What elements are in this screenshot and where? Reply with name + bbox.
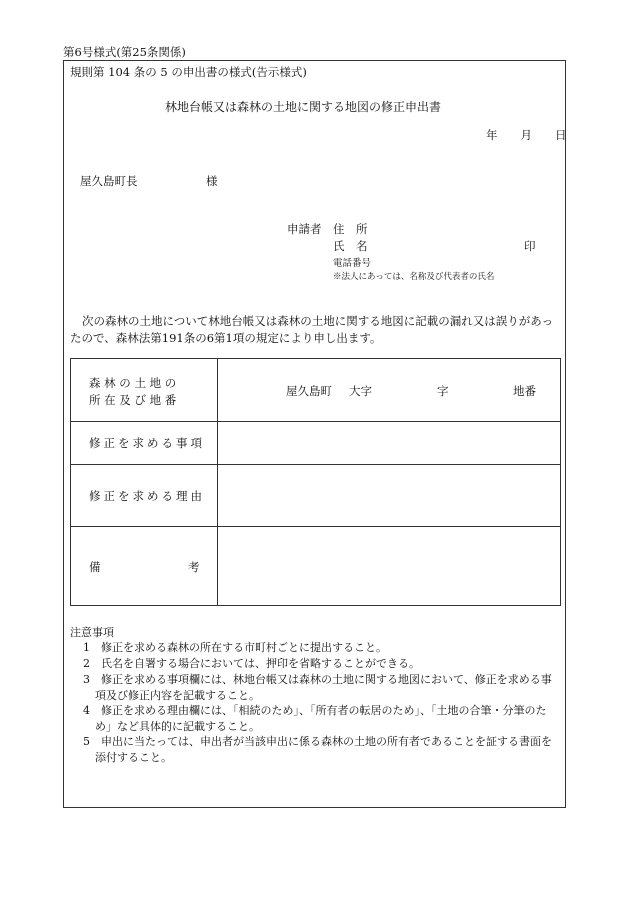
seal-mark: 印 — [524, 239, 536, 253]
note-number: 5 — [83, 735, 90, 748]
note-number: 2 — [83, 657, 90, 670]
location-chiban: 地番 — [513, 384, 536, 398]
correction-reason-label: 修正を求める理由 — [89, 489, 205, 503]
address-label: 住 所 — [333, 222, 368, 236]
note-item — [83, 703, 561, 734]
note-item — [83, 656, 561, 672]
note-number: 4 — [83, 704, 90, 717]
form-subtitle: 規則第 104 条の 5 の申出書の様式(告示様式) — [70, 65, 307, 79]
table-row-divider — [71, 421, 560, 422]
form-number: 第6号様式(第25条関係) — [63, 45, 186, 59]
name-label: 氏 名 — [333, 239, 368, 253]
phone-label: 電話番号 — [333, 258, 372, 269]
table-row-divider — [71, 464, 560, 465]
correction-item-label: 修正を求める事項 — [89, 436, 205, 450]
note-text: 修正を求める事項欄には、林地台帳又は森林の土地に関する地図において、修正を求める事項及び修正内容を記載すること。 — [95, 673, 552, 702]
correction-table — [70, 358, 561, 606]
note-text: 氏名を自署する場合においては、押印を省略することができる。 — [101, 657, 420, 670]
note-item — [83, 672, 561, 703]
addressee-name: 屋久島町長 — [80, 174, 138, 188]
location-label-line1: 森 林 の 土 地 の — [89, 376, 177, 390]
note-text: 修正を求める理由欄には、「相続のため」、「所有者の転居のため」、「土地の合筆・分筆のため」など具体的に記載すること。 — [95, 704, 547, 733]
table-row-divider — [71, 526, 560, 527]
remarks-label-left: 備 — [89, 560, 101, 574]
location-town: 屋久島町 — [286, 384, 332, 398]
note-item — [83, 640, 561, 656]
corporation-note: ※法人にあっては、名称及び代表者の氏名 — [333, 272, 495, 282]
note-item — [83, 734, 561, 765]
remarks-label-right: 考 — [188, 560, 200, 574]
location-label-line2: 所 在 及 び 地 番 — [89, 393, 177, 407]
body-text: 次の森林の土地について林地台帳又は森林の土地に関する地図に記載の漏れ又は誤りがあったので、森林法第191条の6第1項の規定により申し出ます。 — [70, 314, 554, 345]
location-aza: 字 — [437, 384, 449, 398]
date-line: 年 月 日 — [486, 128, 567, 142]
table-divider — [217, 359, 218, 605]
form-title: 林地台帳又は森林の土地に関する地図の修正申出書 — [165, 100, 442, 114]
note-number: 3 — [83, 673, 90, 686]
note-text: 申出に当たっては、申出者が当該申出に係る森林の土地の所有者であることを証する書面を添付すること。 — [95, 735, 552, 764]
note-text: 修正を求める森林の所在する市町村ごとに提出すること。 — [101, 641, 387, 654]
note-number: 1 — [83, 641, 90, 654]
applicant-label: 申請者 — [287, 222, 322, 236]
addressee-honorific: 様 — [206, 174, 218, 188]
notes-heading: 注意事項 — [70, 626, 114, 639]
location-oaza: 大字 — [349, 384, 372, 398]
